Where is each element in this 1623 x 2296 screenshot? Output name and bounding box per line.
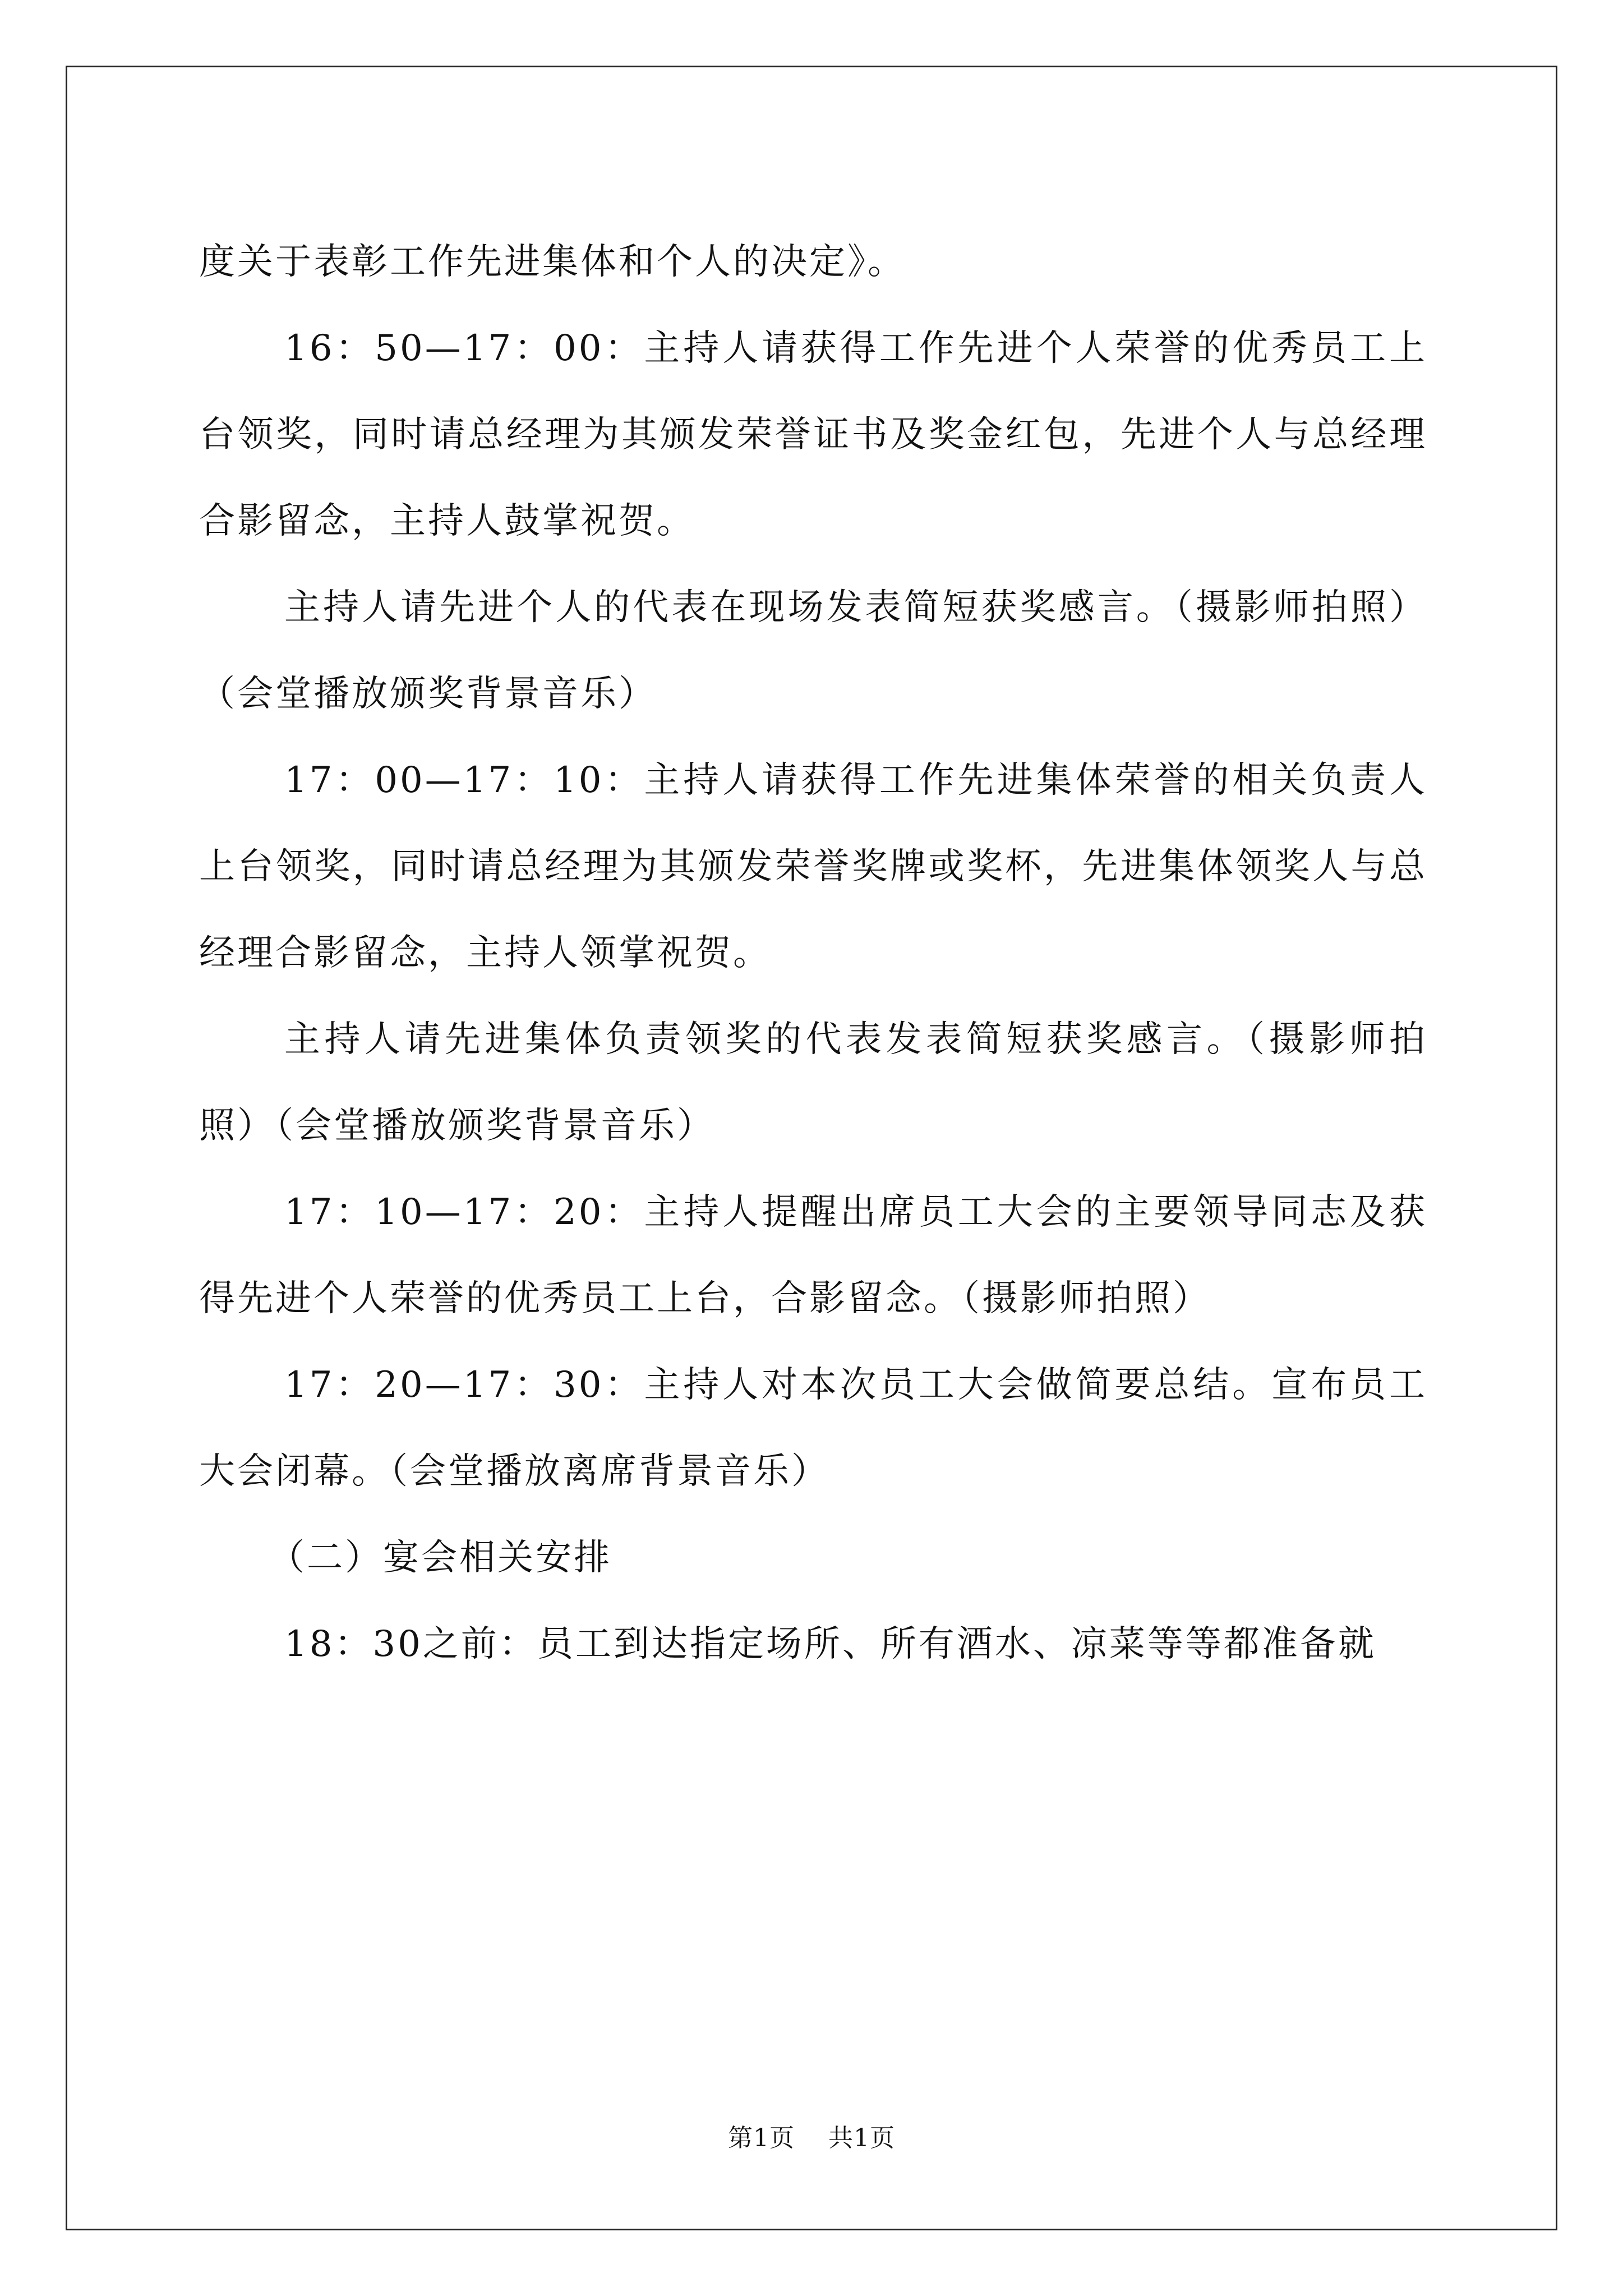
section-heading-banquet: （二）宴会相关安排 [269, 1537, 612, 1579]
paragraph-collective-speech: 主持人请先进集体负责领奖的代表发表简短获奖感言。（摄影师拍照）（会堂播放颁奖背景音乐） [199, 1019, 1427, 1147]
paragraph-closing: 17：20—17：30：主持人对本次员工大会做简要总结。宣布员工大会闭幕。（会堂播放离席背景音乐） [199, 1364, 1427, 1492]
page-number: 第1页 [728, 2124, 795, 2152]
paragraph-individual-award: 16：50—17：00：主持人请获得工作先进个人荣誉的优秀员工上台领奖，同时请总经理为其颁发荣誉证书及奖金红包，先进个人与总经理合影留念，主持人鼓掌祝贺。 [199, 328, 1427, 542]
paragraph-group-photo: 17：10—17：20：主持人提醒出席员工大会的主要领导同志及获得先进个人荣誉的优秀员工上台，合影留念。（摄影师拍照） [199, 1191, 1427, 1319]
document-body [199, 219, 1427, 1687]
page-total: 共1页 [828, 2124, 895, 2152]
paragraph-continuation: 度关于表彰工作先进集体和个人的决定》。 [199, 241, 906, 283]
paragraph-banquet-prep: 18：30之前：员工到达指定场所、所有酒水、凉菜等等都准备就 [284, 1623, 1376, 1665]
paragraph-individual-speech: 主持人请先进个人的代表在现场发表简短获奖感言。（摄影师拍照）（会堂播放颁奖背景音乐） [199, 587, 1427, 715]
page-footer [0, 2123, 1623, 2154]
paragraph-collective-award: 17：00—17：10：主持人请获得工作先进集体荣誉的相关负责人上台领奖，同时请总经理为其颁发荣誉奖牌或奖杯，先进集体领奖人与总经理合影留念，主持人领掌祝贺。 [199, 760, 1427, 974]
